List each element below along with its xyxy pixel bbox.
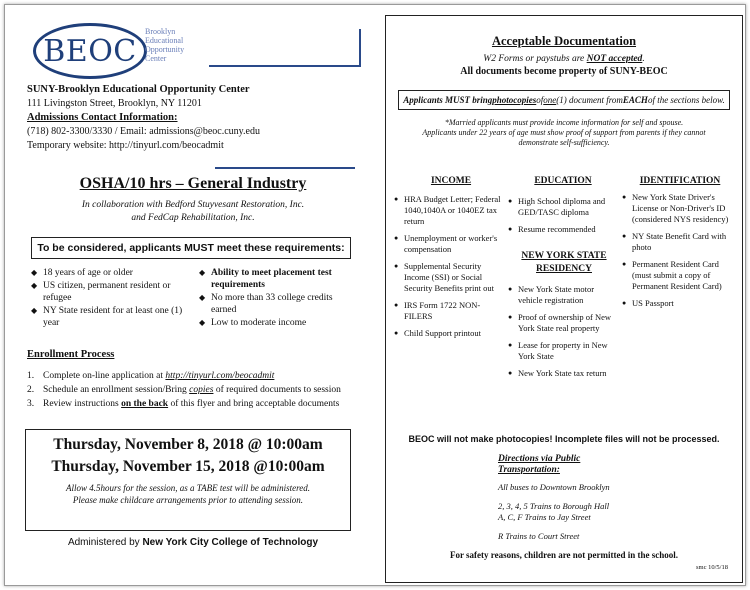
requirement-item xyxy=(31,280,191,304)
list-item: ● US Passport xyxy=(622,298,674,308)
bullet-icon: ● xyxy=(622,193,627,201)
no-photocopies-notice: BEOC will not make photocopies! Incomplete files will not be processed. xyxy=(408,434,720,444)
bullet-icon: ● xyxy=(508,313,513,321)
list-item: ● Proof of ownership of New York State real property xyxy=(508,312,612,333)
list-item: ● New York State Driver's License or Non-Driver's ID (considered NYS residency) xyxy=(622,192,729,224)
session-date: Thursday, November 8, 2018 @ 10:00am xyxy=(53,436,323,453)
identification-heading: IDENTIFICATION xyxy=(639,176,721,186)
org-name: SUNY-Brooklyn Educational Opportunity Center xyxy=(27,84,250,95)
bullet-icon: ◆ xyxy=(31,281,38,290)
bullet-icon: ◆ xyxy=(31,268,38,277)
org-address: 111 Livingston Street, Brooklyn, NY 11201 xyxy=(27,98,202,109)
requirement-item xyxy=(199,317,359,329)
application-link[interactable]: http://tinyurl.com/beocadmit xyxy=(165,371,275,381)
requirement-item xyxy=(199,292,359,316)
flyer-page xyxy=(4,4,746,586)
requirements-col-1 xyxy=(31,267,191,330)
income-heading: INCOME xyxy=(430,176,472,186)
collab-line: In collaboration with Bedford Stuyvesant Restoration, Inc. xyxy=(81,200,305,210)
enrollment-step: 2. Schedule an enrollment session/Bring copies of required documents to session xyxy=(27,385,341,395)
session-date: Thursday, November 15, 2018 @10:00am xyxy=(51,458,325,475)
bullet-icon: ● xyxy=(394,301,399,309)
logo-oval xyxy=(33,23,147,79)
direction-item: All buses to Downtown Brooklyn xyxy=(498,482,610,492)
decorative-rule xyxy=(215,167,355,169)
enrollment-title: Enrollment Process xyxy=(27,349,115,360)
enrollment-steps xyxy=(27,369,367,411)
logo-sub-line: Center xyxy=(145,54,167,63)
list-item: ● New York State motor vehicle registration xyxy=(508,284,595,305)
documentation-panel xyxy=(385,15,743,583)
bullet-icon: ● xyxy=(394,329,399,337)
bullet-icon: ● xyxy=(394,234,399,242)
decorative-rule xyxy=(359,29,361,67)
bullet-icon: ● xyxy=(394,195,399,203)
directions-title: Directions via Public Transportation: xyxy=(498,454,581,475)
bullet-icon: ● xyxy=(508,225,513,233)
bullet-icon: ● xyxy=(622,260,627,268)
requirement-text: Ability to meet placement test requirements xyxy=(211,268,332,290)
collab-line: and FedCap Rehabilitation, Inc. xyxy=(131,213,255,223)
bullet-icon: ◆ xyxy=(199,318,206,327)
beoc-logo xyxy=(33,23,233,83)
requirement-text: Low to moderate income xyxy=(211,318,307,328)
requirement-item xyxy=(31,305,191,329)
administered-by: Administered by New York City College of Technology xyxy=(67,537,319,548)
requirement-text: NY State resident for at least one (1) year xyxy=(43,306,183,328)
direction-item: R Trains to Court Street xyxy=(498,531,580,541)
residency-list xyxy=(508,284,620,385)
list-item: ● IRS Form 1722 NON-FILERS xyxy=(394,300,481,321)
bullet-icon: ● xyxy=(508,369,513,377)
logo-text: BEOC xyxy=(43,33,137,69)
bullet-icon: ● xyxy=(508,341,513,349)
requirements-col-2 xyxy=(199,267,359,330)
decorative-rule xyxy=(209,65,359,67)
list-item: ● Unemployment or worker's compensation xyxy=(394,233,498,254)
residency-heading: NEW YORK STATE RESIDENCY xyxy=(521,251,607,274)
session-dates-box xyxy=(25,429,351,531)
safety-notice: For safety reasons, children are not permitted in the school. xyxy=(449,550,679,560)
list-item: ● Permanent Resident Card (must submit a copy of Permanent Resident Card) xyxy=(622,259,722,291)
contact-heading: Admissions Contact Information: xyxy=(27,112,178,123)
logo-sub-line: Educational xyxy=(145,36,184,45)
w2-note: W2 Forms or paystubs are NOT accepted. xyxy=(483,54,645,64)
document-code: smc 10/5/18 xyxy=(696,564,728,571)
logo-subtitle xyxy=(145,27,235,63)
identification-list xyxy=(622,192,738,315)
property-note: All documents become property of SUNY-BEOC xyxy=(460,66,668,77)
documentation-title: Acceptable Documentation xyxy=(491,34,637,48)
directions-list xyxy=(498,482,610,542)
list-item: ● High School diploma and GED/TASC diploma xyxy=(508,196,606,217)
photocopies-box: Applicants MUST bring photocopies of one (1) document from EACH of the sections below. xyxy=(398,90,730,110)
bullet-icon: ● xyxy=(394,262,399,270)
bullet-icon: ◆ xyxy=(31,306,38,315)
contact-website: Temporary website: http://tinyurl.com/beocadmit xyxy=(27,140,224,151)
requirement-text: No more than 33 college credits earned xyxy=(211,293,333,315)
bullet-icon: ◆ xyxy=(199,268,206,277)
logo-sub-line: Brooklyn xyxy=(145,27,176,36)
income-list xyxy=(394,194,502,345)
list-item: ● Lease for property in New York State xyxy=(508,340,608,361)
bullet-icon: ● xyxy=(622,299,627,307)
requirements-heading: To be considered, applicants MUST meet these requirements: xyxy=(31,237,351,259)
requirement-text: US citizen, permanent resident or refugee xyxy=(43,281,171,303)
requirement-item xyxy=(31,267,191,279)
list-item: ● Child Support printout xyxy=(394,328,481,338)
course-title: OSHA/10 hrs – General Industry xyxy=(79,175,307,192)
bullet-icon: ● xyxy=(622,232,627,240)
session-note: Allow 4.5hours for the session, as a TABE test will be administered. Please make childcare arrangements prior to attending session. xyxy=(66,483,310,505)
direction-item: A, C, F Trains to Jay Street xyxy=(498,512,591,522)
requirement-text: 18 years of age or older xyxy=(43,268,133,278)
education-list xyxy=(508,196,620,241)
org-info xyxy=(27,83,367,153)
enrollment-step: 1. Complete on-line application at http://tinyurl.com/beocadmit xyxy=(27,371,275,381)
collaboration-text xyxy=(23,199,363,225)
list-item: ● NY State Benefit Card with photo xyxy=(622,231,727,252)
education-heading: EDUCATION xyxy=(534,176,592,186)
married-applicants-note: *Married applicants must provide income information for self and spouse. Applicants under 22 years of age must show proof of support from parents if they cannot demonstrate self-sufficiency. xyxy=(422,118,706,147)
list-item: ● New York State tax return xyxy=(508,368,607,378)
bullet-icon: ● xyxy=(508,197,513,205)
list-item: ● Supplemental Security Income (SSI) or Social Security Benefits print out xyxy=(394,261,494,293)
left-column xyxy=(23,17,363,577)
contact-phone-email: (718) 802-3300/3330 / Email: admissions@beoc.cuny.edu xyxy=(27,126,260,137)
enrollment-step: 3. Review instructions on the back of this flyer and bring acceptable documents xyxy=(27,399,340,409)
list-item: ● HRA Budget Letter; Federal 1040,1040A or 1040EZ tax return xyxy=(394,194,501,226)
bullet-icon: ◆ xyxy=(199,293,206,302)
list-item: ● Resume recommended xyxy=(508,224,596,234)
direction-item: 2, 3, 4, 5 Trains to Borough Hall xyxy=(498,501,610,511)
requirement-item xyxy=(199,267,359,291)
logo-sub-line: Opportunity xyxy=(145,45,185,54)
bullet-icon: ● xyxy=(508,285,513,293)
